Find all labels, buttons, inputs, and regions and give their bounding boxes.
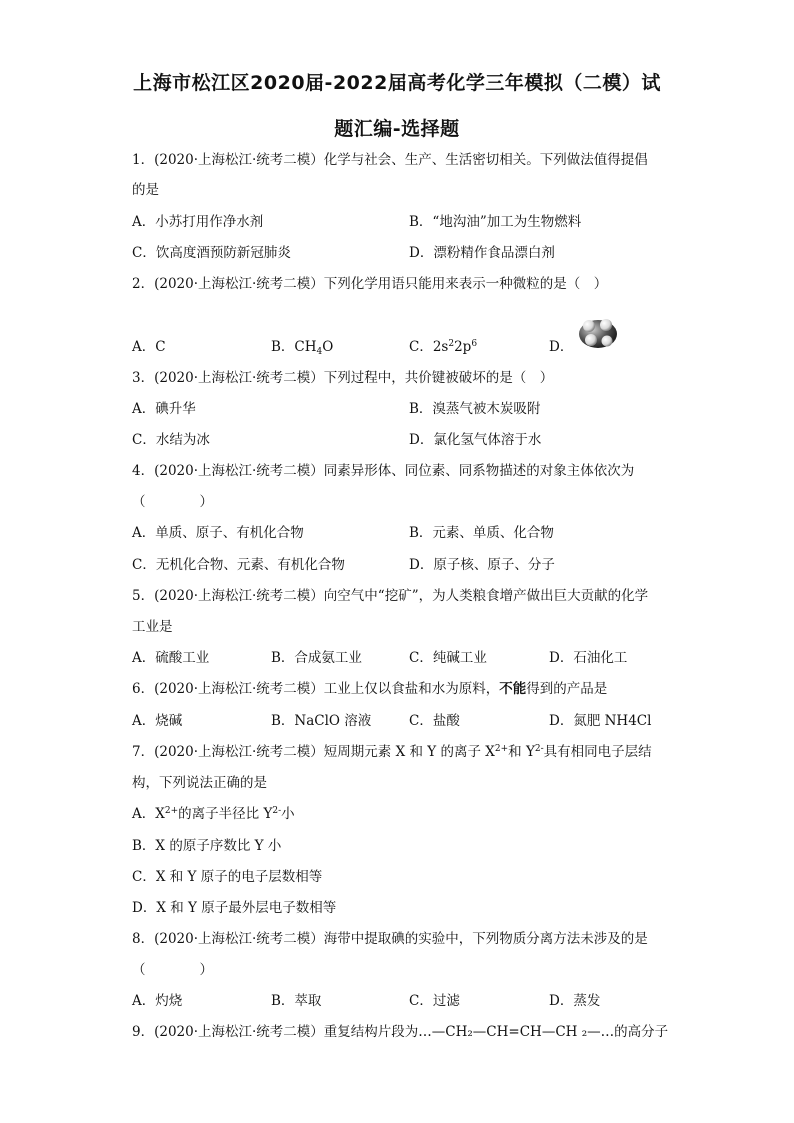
question-1-option-a: A．小苏打用作净水剂 — [132, 214, 264, 230]
question-6-option-d: D．氮肥 NH4Cl — [549, 713, 652, 729]
question-7-option-a: A．$X^{2+}$的离子半径比 $Y^{2-}$小 — [132, 806, 295, 822]
question-1-option-d: D．漂粉精作食品漂白剂 — [409, 245, 555, 261]
question-5-option-d: D．石油化工 — [549, 650, 628, 666]
question-3-option-d: D．氯化氢气体溶于水 — [409, 432, 542, 448]
question-1-stem-line-1: 1．(2020·上海松江·统考二模）化学与社会、生产、生活密切相关。下列做法值得提倡 — [132, 152, 648, 168]
question-2-option-c: C．$2s^22p^6$ — [409, 339, 478, 355]
question-7-stem-line-2: 构，下列说法正确的是 — [132, 775, 267, 791]
question-8-option-c: C．过滤 — [409, 993, 460, 1009]
space-filling-molecule-model-icon — [577, 316, 619, 352]
question-3-option-c: C．水结为冰 — [132, 432, 210, 448]
question-3-stem: 3．(2020·上海松江·统考二模）下列过程中，共价键被破坏的是（ ） — [132, 370, 554, 386]
question-1-stem-line-2: 的是 — [132, 182, 159, 198]
question-8-option-b: B．萃取 — [271, 993, 322, 1009]
question-4-option-c: C．无机化合物、元素、有机化合物 — [132, 557, 345, 573]
question-5-option-a: A．硫酸工业 — [132, 650, 210, 666]
question-5-option-b: B．合成氨工业 — [271, 650, 362, 666]
question-3-option-a: A．碘升华 — [132, 401, 196, 417]
question-1-option-b: B．“地沟油”加工为生物燃料 — [409, 214, 582, 230]
question-9-stem: 9．(2020·上海松江·统考二模）重复结构片段为…—CH₂—CH=CH—CH ₂—…的高分子 — [132, 1024, 669, 1040]
question-8-option-a: A．灼烧 — [132, 993, 183, 1009]
question-2-option-a: A．C — [132, 339, 166, 355]
question-2-stem: 2．(2020·上海松江·统考二模）下列化学用语只能用来表示一种微粒的是（ ） — [132, 276, 608, 292]
question-8-stem-line-1: 8．(2020·上海松江·统考二模）海带中提取碘的实验中，下列物质分离方法未涉及的是 — [132, 931, 648, 947]
question-5-stem-line-2: 工业是 — [132, 619, 173, 635]
question-4-option-b: B．元素、单质、化合物 — [409, 525, 554, 541]
question-6-stem: 6．(2020·上海松江·统考二模）工业上仅以食盐和水为原料，不能得到的产品是 — [132, 681, 608, 697]
question-8-stem-line-2: （ ） — [132, 962, 213, 978]
question-8-option-d: D．蒸发 — [549, 993, 601, 1009]
question-2-option-d: D． — [549, 339, 574, 355]
question-7-option-b: B．X 的原子序数比 Y 小 — [132, 838, 282, 854]
question-4-option-a: A．单质、原子、有机化合物 — [132, 525, 304, 541]
question-1-option-c: C．饮高度酒预防新冠肺炎 — [132, 245, 291, 261]
question-7-stem-line-1: 7．(2020·上海松江·统考二模）短周期元素 X 和 Y 的离子 $X^{2+}$和 $Y^{2-}$具有相同电子层结 — [132, 744, 652, 760]
question-3-option-b: B．溴蒸气被木炭吸附 — [409, 401, 541, 417]
question-4-option-d: D．原子核、原子、分子 — [409, 557, 555, 573]
emphasis-not-able: 不能 — [499, 681, 527, 697]
question-6-option-b: B．NaClO 溶液 — [271, 713, 372, 729]
question-6-option-a: A．烧碱 — [132, 713, 183, 729]
question-5-stem-line-1: 5．(2020·上海松江·统考二模）向空气中“挖矿”，为人类粮食增产做出巨大贡献的化学 — [132, 588, 649, 604]
document-title-line-1: 上海市松江区2020届-2022届高考化学三年模拟（二模）试 — [133, 72, 661, 94]
question-4-stem-line-2: （ ） — [132, 494, 213, 510]
question-6-option-c: C．盐酸 — [409, 713, 460, 729]
document-title-line-2: 题汇编-选择题 — [334, 118, 460, 140]
question-2-option-b: B．$CH_4O$ — [271, 339, 334, 357]
question-7-option-c: C．X 和 Y 原子的电子层数相等 — [132, 869, 323, 885]
question-7-option-d: D．X 和 Y 原子最外层电子数相等 — [132, 900, 337, 916]
question-5-option-c: C．纯碱工业 — [409, 650, 487, 666]
question-4-stem-line-1: 4．(2020·上海松江·统考二模）同素异形体、同位素、同系物描述的对象主体依次为 — [132, 463, 635, 479]
